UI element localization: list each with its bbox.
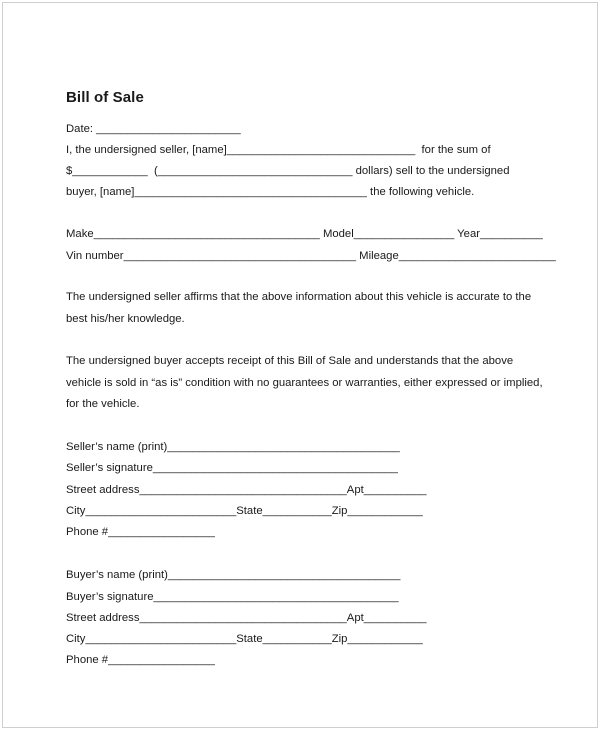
seller-signature-field: Seller’s signature_______________________________________ [66,462,398,474]
seller-city-field: City________________________State___________Zip____________ [66,505,423,517]
vin-mileage-line: Vin number_____________________________________ Mileage_________________________ [66,250,556,262]
buyer-street-field: Street address_________________________________Apt__________ [66,612,427,624]
buyer-acceptance-paragraph: The undersigned buyer accepts receipt of this Bill of Sale and understands that the above vehicle is sold in “as is” condition with no guarantees or warranties, either expressed or implied, for the vehicle. [66,355,543,410]
amount-line: $____________ (_______________________________ dollars) sell to the undersigned [66,165,510,177]
seller-affirmation-paragraph: The undersigned seller affirms that the above information about this vehicle is accurate to the best his/her knowledge. [66,291,532,325]
document-page [2,2,598,728]
seller-phone-field: Phone #_________________ [66,526,215,538]
buyer-name-field: Buyer’s name (print)_____________________________________ [66,569,401,581]
buyer-city-field: City________________________State___________Zip____________ [66,633,423,645]
buyer-phone-field: Phone #_________________ [66,654,215,666]
seller-name-field: Seller’s name (print)_____________________________________ [66,441,400,453]
buyer-signature-field: Buyer’s signature_______________________________________ [66,591,399,603]
date-line: Date: _______________________ [66,123,241,135]
buyer-name-line: buyer, [name]_____________________________________ the following vehicle. [66,186,475,198]
seller-name-line: I, the undersigned seller, [name]______________________________ for the sum of [66,144,491,156]
document-title: Bill of Sale [66,89,144,106]
seller-street-field: Street address_________________________________Apt__________ [66,484,427,496]
make-model-year-line: Make____________________________________ Model________________ Year__________ [66,228,543,240]
